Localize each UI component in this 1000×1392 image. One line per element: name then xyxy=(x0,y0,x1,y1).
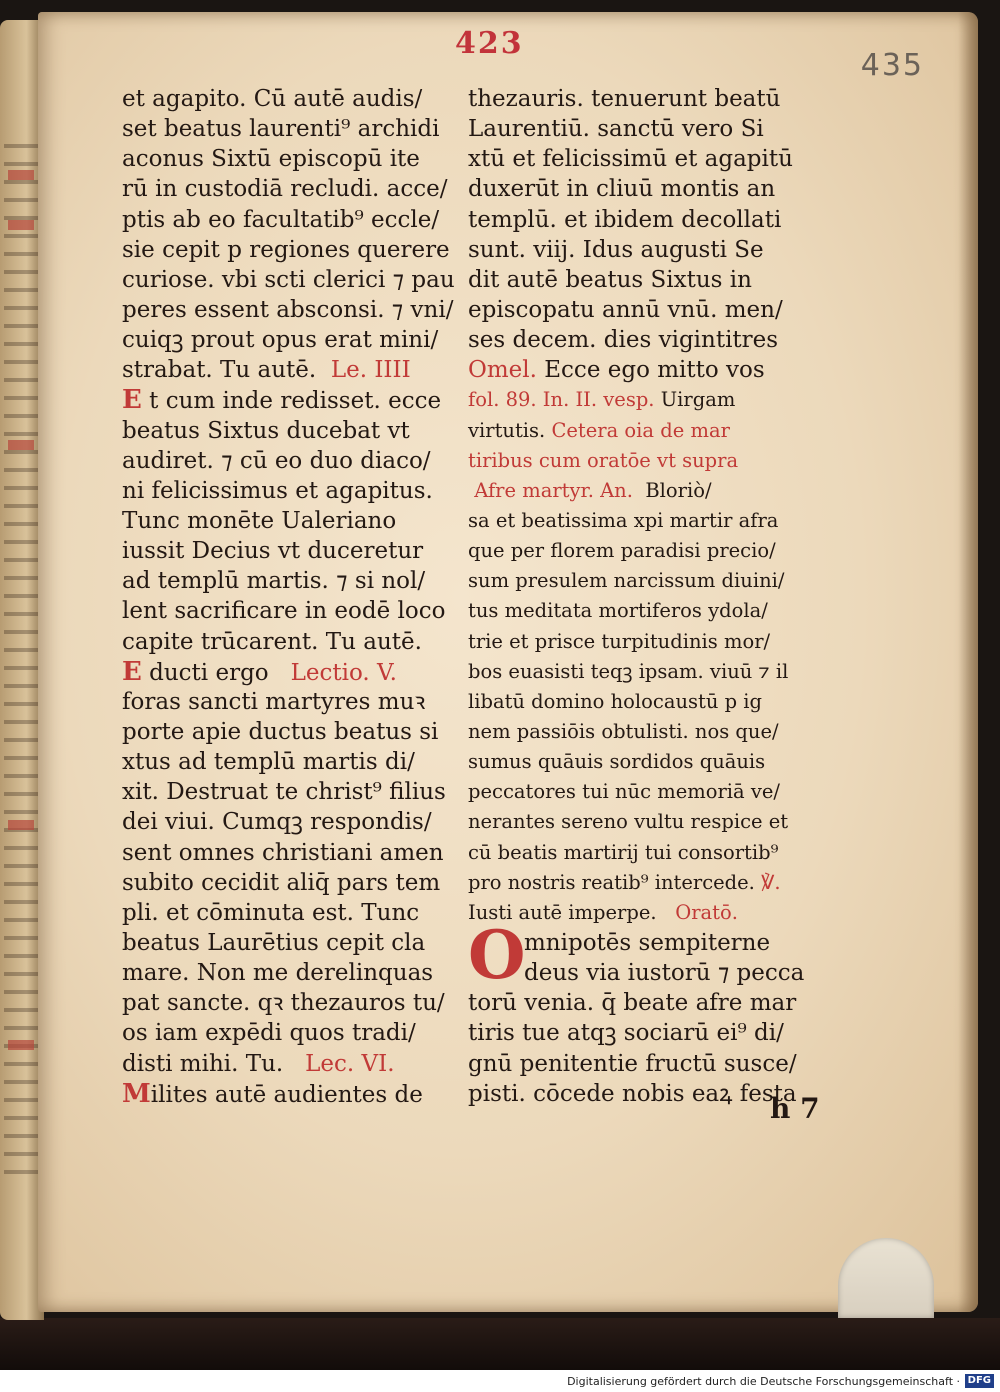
text-line: foras sancti martyres muꝛ xyxy=(122,688,426,715)
table-background xyxy=(0,1318,1000,1370)
text-line: mnipotēs sempiterne xyxy=(524,929,771,956)
text-line: sumus quāuis sordidos quāuis xyxy=(468,750,766,774)
rubric-oratio: Oratō. xyxy=(675,900,738,924)
text-line-with-initial xyxy=(122,1079,457,1109)
text-line: audiret. ⁊ cū eo duo diaco/ xyxy=(122,447,431,474)
text-line: episcopatu annū vnū. men/ xyxy=(468,296,783,323)
signature-mark: h 7 xyxy=(770,1092,820,1125)
text-line-with-rubric xyxy=(122,1049,457,1079)
text-line: libatū domino holocaustū p ig xyxy=(468,689,763,713)
page-edge-shadow xyxy=(958,12,978,1312)
text-line: et agapito. Cū autē audis/ xyxy=(122,86,423,112)
text-fragment: virtutis. xyxy=(468,418,546,442)
text-line: tiris tue atqꝫ sociarū ei⁹ di/ xyxy=(468,1020,784,1047)
initial-e: E xyxy=(122,385,142,416)
text-line: iussit Decius vt duceretur xyxy=(122,538,424,565)
text-line: pli. et cōminuta est. Tunc xyxy=(122,899,420,926)
footer-bar xyxy=(0,1370,1000,1392)
text-fragment: Ecce ego mitto vos xyxy=(544,357,765,384)
text-line: xit. Destruat te christ⁹ filius xyxy=(122,779,446,806)
rubric-versicle: ℣. xyxy=(761,870,781,894)
text-line: sunt. viij. Idus augusti Se xyxy=(468,236,764,263)
text-line: beatus Laurētius cepit cla xyxy=(122,929,426,956)
text-line-with-rubric xyxy=(122,355,457,385)
text-line: pat sancte. qꝛ thezauros tu/ xyxy=(122,990,445,1017)
text-line: sum presulem narcissum diuini/ xyxy=(468,569,785,593)
text-fragment: disti mihi. Tu. xyxy=(122,1050,284,1077)
text-line: que per florem paradisi precio/ xyxy=(468,539,776,563)
text-line-with-rubric xyxy=(468,868,808,898)
text-line: dei viui. Cumqꝫ respondis/ xyxy=(122,809,432,836)
rubric-omelia: Omel. xyxy=(468,357,537,384)
text-line: sent omnes christiani amen xyxy=(122,839,444,866)
text-line-with-rubric xyxy=(468,385,808,415)
dfg-logo: DFG xyxy=(965,1374,994,1388)
initial-m: M xyxy=(122,1078,151,1109)
rubric-cetera: Cetera oia de mar xyxy=(551,418,730,442)
text-line: gnū penitentie fructū susce/ xyxy=(468,1050,797,1077)
text-line: mare. Non me derelinquas xyxy=(122,960,434,987)
text-line: ptis ab eo facultatib⁹ eccle/ xyxy=(122,206,440,233)
text-fragment: pro nostris reatib⁹ intercede. xyxy=(468,870,755,894)
text-fragment: Uirgam xyxy=(660,388,736,412)
rubric-folio-reference: fol. 89. In. II. vesp. xyxy=(468,388,655,412)
text-line: deus via iustorū ⁊ pecca xyxy=(524,960,805,987)
text-line: lent sacrificare in eodē loco xyxy=(122,598,446,625)
text-line: set beatus laurenti⁹ archidi xyxy=(122,116,440,143)
left-text-column xyxy=(122,84,457,1109)
text-line: ad templū martis. ⁊ si nol/ xyxy=(122,568,426,595)
text-line: peccatores tui nūc memoriā ve/ xyxy=(468,780,780,804)
folio-number-red: 423 xyxy=(455,26,524,61)
text-line: subito cecidit aliq̄ pars tem xyxy=(122,869,441,896)
text-line: xtus ad templū martis di/ xyxy=(122,749,415,776)
text-line: rū in custodiā recludi. acce/ xyxy=(122,176,448,203)
text-line: pisti. cōcede nobis eaꝝ festa xyxy=(468,1080,797,1107)
text-fragment: Iusti autē imperpe. xyxy=(468,900,657,924)
text-line: templū. et ibidem decollati xyxy=(468,206,782,233)
text-line-with-rubric xyxy=(468,416,808,446)
text-line: tus meditata mortiferos ydola/ xyxy=(468,599,768,623)
text-line: trie et prisce turpitudinis mor/ xyxy=(468,629,771,653)
text-line: bos euasisti teqꝫ ipsam. viuū ⁊ il xyxy=(468,659,789,683)
rubric-lectio-5: Lectio. V. xyxy=(290,659,397,686)
text-line: porte apie ductus beatus si xyxy=(122,718,439,745)
decorated-initial-o: O xyxy=(468,916,526,994)
rubric-lectio-6: Lec. VI. xyxy=(305,1050,395,1077)
text-line: dit autē beatus Sixtus in xyxy=(468,266,752,293)
text-fragment: t cum inde redisset. ecce xyxy=(149,388,442,415)
text-line: ses decem. dies vigintitres xyxy=(468,327,779,354)
text-line: capite trūcarent. Tu autē. xyxy=(122,628,422,655)
text-line: sa et beatissima xpi martir afra xyxy=(468,508,779,532)
text-line: aconus Sixtū episcopū ite xyxy=(122,146,420,173)
text-line: thezauris. tenuerunt beatū xyxy=(468,86,781,112)
text-line-with-rubric xyxy=(468,476,808,506)
text-line: sie cepit p regiones querere xyxy=(122,236,450,263)
text-line: ni felicissimus et agapitus. xyxy=(122,477,433,504)
footer-credit: Digitalisierung gefördert durch die Deutsche Forschungsgemeinschaft · xyxy=(567,1375,960,1388)
text-line: nem passiōis obtulisti. nos que/ xyxy=(468,719,779,743)
initial-e: E xyxy=(122,656,142,687)
rubric-afra-antiphon: Afre martyr. An. xyxy=(474,478,633,502)
text-line-with-initial xyxy=(122,657,457,687)
folio-number-pencil: 435 xyxy=(860,48,924,83)
text-line: peres essent absconsi. ⁊ vni/ xyxy=(122,296,454,323)
text-line: nerantes sereno vultu respice et xyxy=(468,810,789,834)
rubric-line: tiribus cum oratōe vt supra xyxy=(468,448,739,472)
text-line: os iam expēdi quos tradi/ xyxy=(122,1020,416,1047)
text-line: Laurentiū. sanctū vero Si xyxy=(468,116,764,143)
text-line: torū venia. q̄ beate afre mar xyxy=(468,990,797,1017)
text-line: xtū et felicissimū et agapitū xyxy=(468,146,793,173)
text-line: cū beatis martirij tui consortib⁹ xyxy=(468,840,779,864)
text-line: beatus Sixtus ducebat vt xyxy=(122,417,410,444)
text-fragment: Bloriò/ xyxy=(645,478,712,502)
text-fragment: ducti ergo xyxy=(149,659,269,686)
text-line: cuiqꝫ prout opus erat mini/ xyxy=(122,327,439,354)
text-line: curiose. vbi scti clerici ⁊ pau xyxy=(122,266,455,293)
text-fragment: ilites autē audientes de xyxy=(150,1081,423,1108)
text-line: duxerūt in cliuū montis an xyxy=(468,176,776,203)
text-fragment: strabat. Tu autē. xyxy=(122,357,317,384)
rubric-lectio-4: Le. IIII xyxy=(330,357,411,384)
text-line-with-rubric xyxy=(468,355,808,385)
text-line-with-initial xyxy=(122,385,457,415)
text-line: Tunc monēte Ualeriano xyxy=(122,507,397,534)
